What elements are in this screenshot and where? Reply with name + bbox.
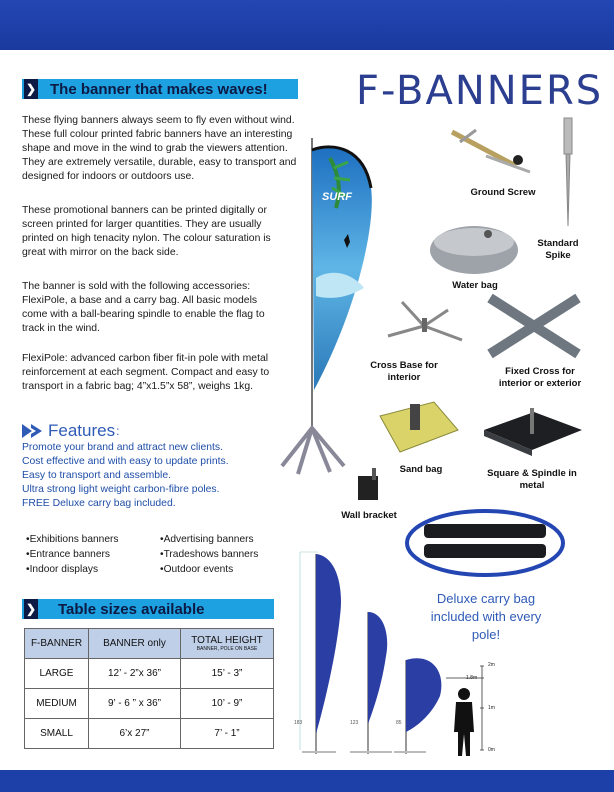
intro-heading: The banner that makes waves! bbox=[50, 80, 268, 98]
use-item: •Indoor displays bbox=[26, 564, 99, 575]
use-item: •Outdoor events bbox=[160, 564, 234, 575]
table-cell: 12’ - 2”x 36” bbox=[89, 659, 181, 689]
wall-bracket-illustration bbox=[350, 466, 386, 506]
square-spindle-illustration bbox=[476, 400, 586, 462]
ground-screw-illustration bbox=[446, 126, 536, 182]
intro-paragraph-1: These flying banners always seem to fly even without wind. These full colour printed fabric banners have an interesting shape and move in the wind to grab the viewers attention. They are extremely versatile, durable, easy to transport and designed for indoors or outdoors use. bbox=[22, 115, 297, 182]
top-band bbox=[0, 0, 614, 50]
features-heading: Features bbox=[48, 421, 116, 440]
feature-item: Cost effective and with easy to update prints. bbox=[22, 456, 229, 467]
use-item: •Exhibitions banners bbox=[26, 534, 119, 545]
sand-bag-label: Sand bag bbox=[399, 464, 443, 475]
use-item: •Tradeshows banners bbox=[160, 549, 259, 560]
table-cell: LARGE bbox=[25, 659, 89, 689]
feature-item: Ultra strong light weight carbon-fibre poles. bbox=[22, 484, 220, 495]
total-height-subtitle: BANNER, POLE ON BASE bbox=[196, 646, 258, 652]
chevron-right-icon: ❯ bbox=[24, 599, 38, 619]
page-title: F-BANNERS bbox=[356, 68, 604, 114]
chevron-right-icon: ❯ bbox=[24, 79, 38, 99]
svg-text:·: · bbox=[426, 440, 428, 446]
table-cell: 7’ - 1” bbox=[181, 719, 274, 749]
intro-heading-bar bbox=[22, 79, 298, 99]
scale-1-8m: 1.8m bbox=[466, 675, 478, 681]
scale-0m: 0m bbox=[488, 747, 495, 753]
wall-bracket-label: Wall bracket bbox=[341, 510, 397, 521]
uses-column-1 bbox=[26, 532, 118, 577]
sand-bag-illustration bbox=[374, 396, 462, 456]
standard-spike-label: Standard Spike bbox=[537, 238, 579, 261]
surf-banner-illustration bbox=[272, 128, 380, 478]
square-spindle-label: Square & Spindle in metal bbox=[487, 468, 577, 491]
medium-height-label: 123 bbox=[350, 720, 359, 726]
table-cell: 6’x 27” bbox=[89, 719, 181, 749]
cross-base-illustration bbox=[384, 296, 466, 352]
table-cell: SMALL bbox=[25, 719, 89, 749]
col-header-fbanner: F-BANNER bbox=[25, 629, 89, 659]
fixed-cross-illustration bbox=[484, 292, 584, 360]
scale-2m: 2m bbox=[488, 662, 495, 668]
table-cell: MEDIUM bbox=[25, 689, 89, 719]
table-cell: 9’ - 6 ” x 36” bbox=[89, 689, 181, 719]
features-list bbox=[22, 441, 229, 511]
table-row bbox=[25, 659, 274, 689]
col-header-total-height: TOTAL HEIGHT BANNER, POLE ON BASE bbox=[181, 629, 274, 659]
ground-screw-label: Ground Screw bbox=[470, 187, 536, 198]
fixed-cross-label: Fixed Cross for interior or exterior bbox=[498, 366, 582, 389]
intro-paragraph-2: These promotional banners can be printed digitally or screen printed for larger quantities. They are usually printed on high tenacity nylon. The colour saturation is great with mirror on the back side. bbox=[22, 205, 271, 258]
use-item: •Advertising banners bbox=[160, 534, 254, 545]
table-cell: 15’ - 3” bbox=[181, 659, 274, 689]
table-header-row bbox=[25, 629, 274, 659]
cross-base-label: Cross Base for interior bbox=[370, 360, 438, 383]
carry-bag-caption: Deluxe carry bag included with every pole! bbox=[430, 591, 542, 642]
bottom-band bbox=[0, 770, 614, 792]
uses-column-2 bbox=[160, 532, 258, 577]
use-item: •Entrance banners bbox=[26, 549, 110, 560]
intro-paragraph-3: The banner is sold with the following accessories: FlexiPole, a base and a carry bag. All basic models come with a ball-bearing spindle to enable the flag to track in the wind. bbox=[22, 281, 265, 334]
table-row bbox=[25, 719, 274, 749]
size-comparison-illustration bbox=[296, 546, 508, 760]
sizes-heading: Table sizes available bbox=[58, 600, 205, 618]
table-cell: 10’ - 9” bbox=[181, 689, 274, 719]
col-header-banner-only: BANNER only bbox=[89, 629, 181, 659]
feature-item: Promote your brand and attract new clients. bbox=[22, 442, 223, 453]
small-height-label: 85 bbox=[396, 720, 402, 726]
feature-item: Easy to transport and assemble. bbox=[22, 470, 172, 481]
scale-1m: 1m bbox=[488, 705, 495, 711]
sizes-heading-bar bbox=[22, 599, 274, 619]
standard-spike-illustration bbox=[556, 116, 580, 228]
banner-brand-text: SURF bbox=[322, 191, 352, 203]
water-bag-illustration bbox=[426, 218, 522, 278]
double-chevron-icon bbox=[22, 424, 42, 438]
large-height-label: 183 bbox=[294, 720, 303, 726]
intro-paragraph-4: FlexiPole: advanced carbon fiber fit-in pole with metal reinforcement at each segment. Compact and easy to transport in a fabric bag; 4”x1.5”x 58”, weighs 1kg. bbox=[22, 353, 270, 392]
water-bag-label: Water bag bbox=[452, 280, 498, 291]
sizes-table bbox=[24, 628, 274, 749]
features-heading-block: Features : bbox=[22, 421, 119, 441]
table-row bbox=[25, 689, 274, 719]
feature-item: FREE Deluxe carry bag included. bbox=[22, 498, 176, 509]
